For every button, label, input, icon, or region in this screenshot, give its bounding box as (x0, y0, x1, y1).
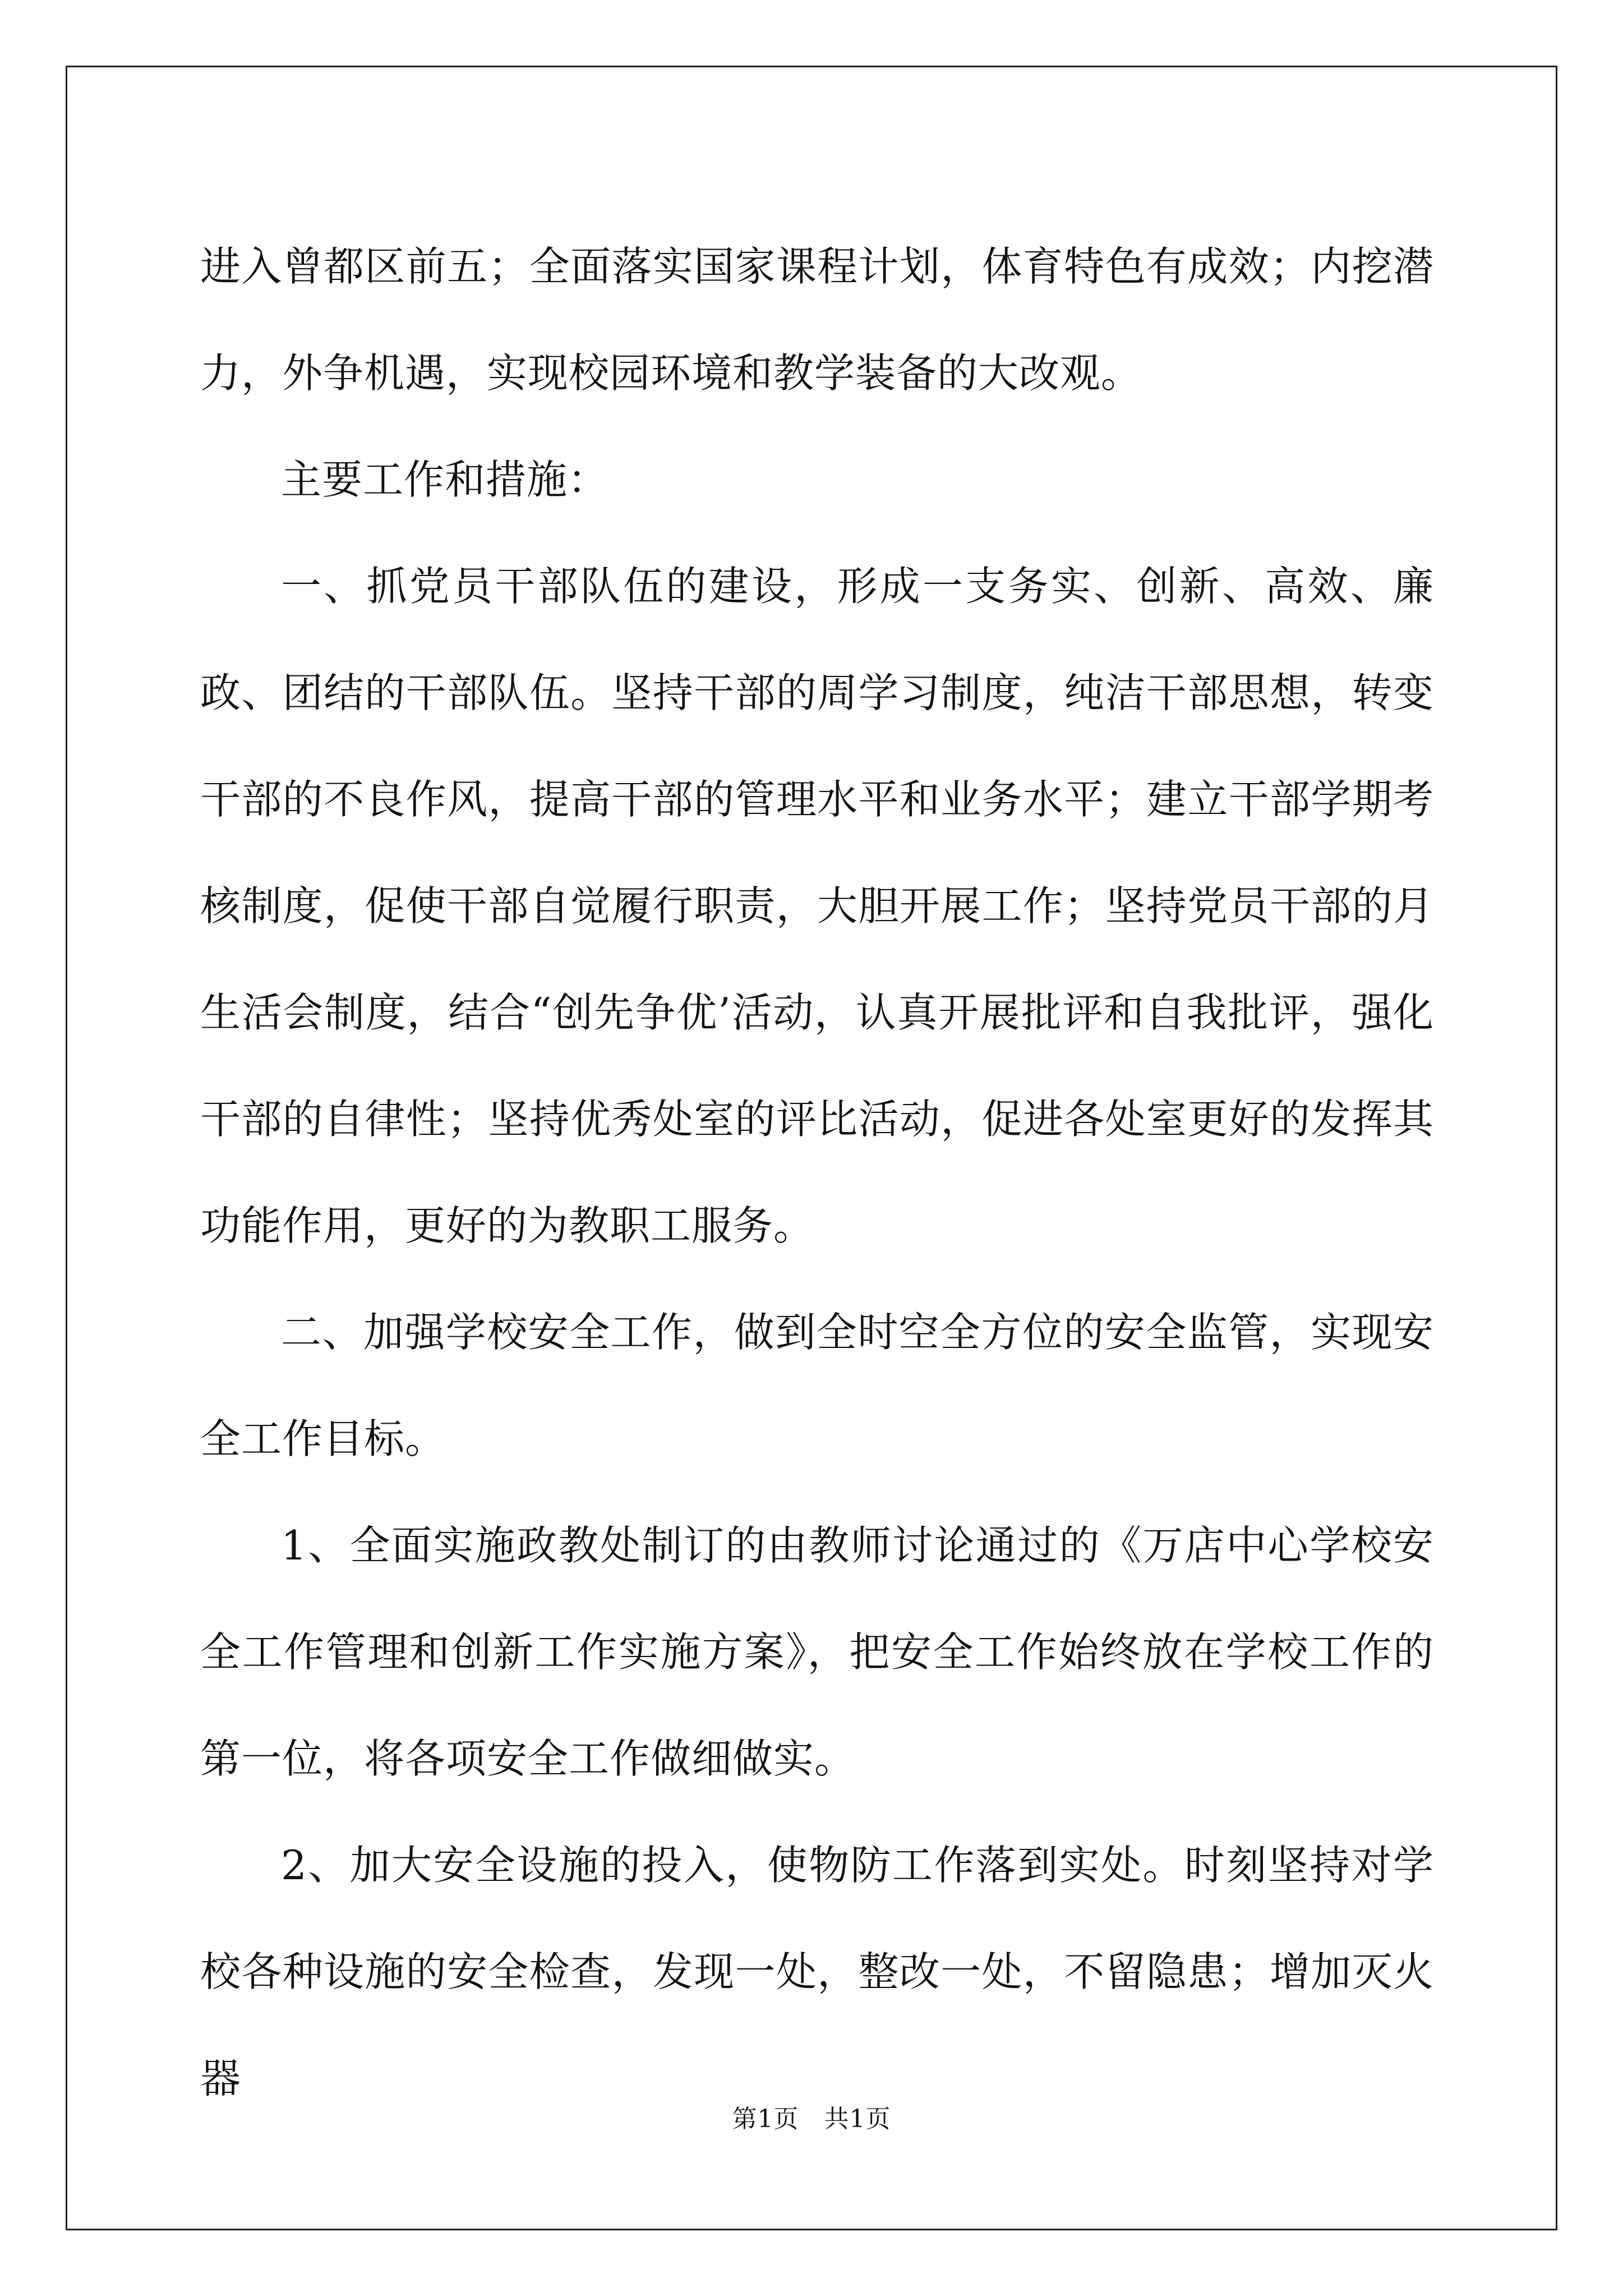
paragraph-4: 二、加强学校安全工作，做到全时空全方位的安全监管，实现安全工作目标。 (200, 1309, 1434, 1462)
page-footer: 第1页 共1页 (732, 2105, 891, 2133)
paragraph-1: 进入曾都区前五；全面落实国家课程计划，体育特色有成效；内挖潜力，外争机遇，实现校园环境和教学装备的大改观。 (200, 243, 1434, 397)
paragraph-6: 2、加大安全设施的投入，使物防工作落到实处。时刻坚持对学校各种设施的安全检查，发现一处，整改一处，不留隐患；增加灭火器 (200, 1842, 1434, 2102)
paragraph-5: 1、全面实施政教处制订的由教师讨论通过的《万店中心学校安全工作管理和创新工作实施方案》，把安全工作始终放在学校工作的第一位，将各项安全工作做细做实。 (200, 1522, 1434, 1782)
paragraph-3: 一、抓党员干部队伍的建设，形成一支务实、创新、高效、廉政、团结的干部队伍。坚持干部的周学习制度，纯洁干部思想，转变干部的不良作风，提高干部的管理水平和业务水平；建立干部学期考核制度，促使干部自觉履行职责，大胆开展工作；坚持党员干部的月生活会制度，结合“创先争优’活动，认真开展批评和自我批评，强化干部的自律性；坚持优秀处室的评比活动，促进各处室更好的发挥其功能作用，更好的为教职工服务。 (200, 563, 1434, 1249)
document-body (200, 213, 1434, 2132)
paragraph-2: 主要工作和措施： (281, 456, 609, 503)
